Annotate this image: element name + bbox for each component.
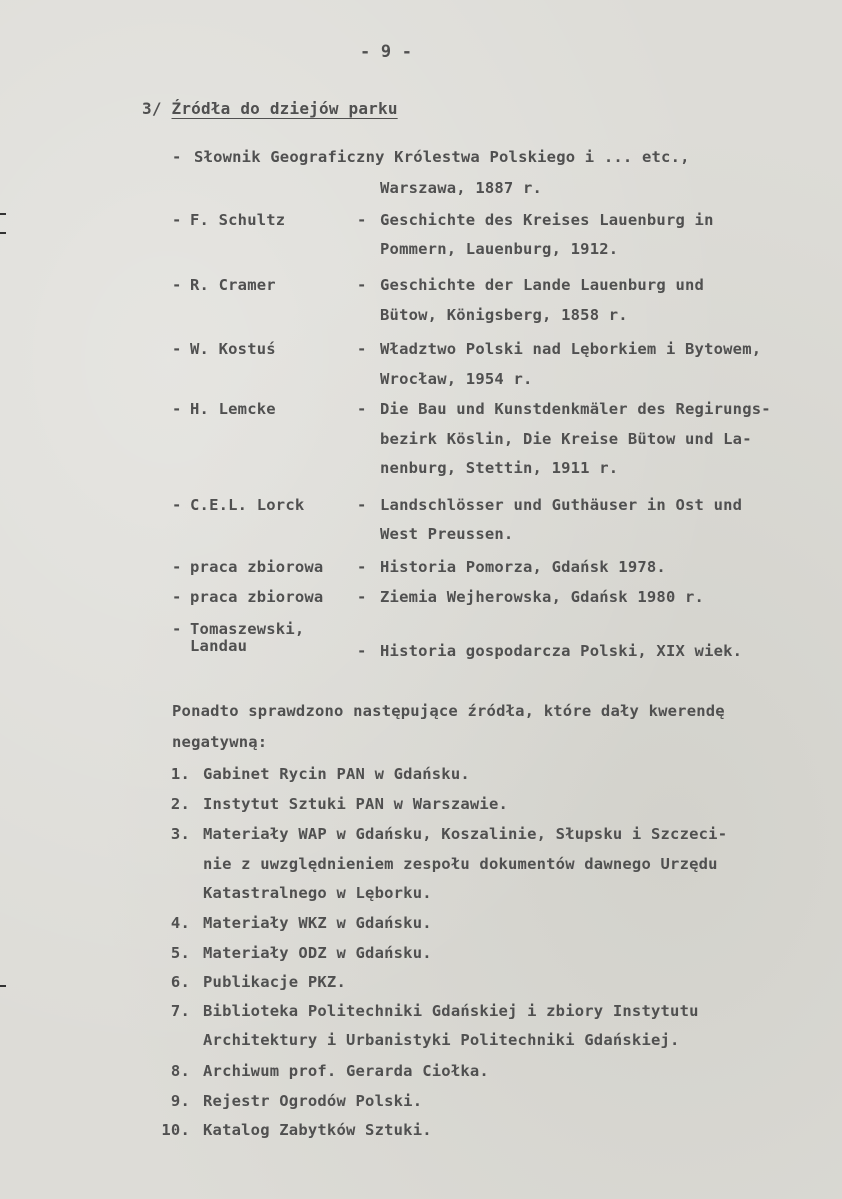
dash: - bbox=[172, 588, 182, 606]
list-item: Archiwum prof. Gerarda Ciołka. bbox=[203, 1062, 489, 1080]
dash: - bbox=[172, 620, 182, 638]
list-item: nie z uwzględnieniem zespołu dokumentów dawnego Urzędu bbox=[203, 855, 718, 873]
item-number: 2. bbox=[170, 795, 190, 813]
list-item: Materiały ODZ w Gdańsku. bbox=[203, 944, 432, 962]
source-author: R. Cramer bbox=[190, 276, 276, 294]
item-number: 10. bbox=[161, 1121, 190, 1139]
source-line: Ziemia Wejherowska, Gdańsk 1980 r. bbox=[380, 588, 705, 606]
item-number: 9. bbox=[170, 1092, 190, 1110]
source-author: praca zbiorowa bbox=[190, 588, 324, 606]
item-number: 8. bbox=[170, 1062, 190, 1080]
source-author: C.E.L. Lorck bbox=[190, 496, 305, 514]
source-line: Historia Pomorza, Gdańsk 1978. bbox=[380, 558, 666, 576]
source-author: Tomaszewski, bbox=[190, 620, 305, 638]
dash: - bbox=[357, 588, 367, 606]
source-line: Die Bau und Kunstdenkmäler des Regirungs- bbox=[380, 400, 771, 418]
list-item: Publikacje PKZ. bbox=[203, 973, 346, 991]
list-item: Gabinet Rycin PAN w Gdańsku. bbox=[203, 765, 470, 783]
dash: - bbox=[357, 211, 367, 229]
source-line: Warszawa, 1887 r. bbox=[380, 179, 543, 197]
list-item: Materiały WKZ w Gdańsku. bbox=[203, 914, 432, 932]
list-item: Katastralnego w Lęborku. bbox=[203, 884, 432, 902]
source-line: Landschlösser und Guthäuser in Ost und bbox=[380, 496, 743, 514]
source-author: F. Schultz bbox=[190, 211, 286, 229]
list-item: Materiały WAP w Gdańsku, Koszalinie, Słupsku i Szczeci- bbox=[203, 825, 728, 843]
source-line: Władztwo Polski nad Lęborkiem i Bytowem, bbox=[380, 340, 762, 358]
intro-line: Ponadto sprawdzono następujące źródła, które dały kwerendę bbox=[172, 702, 725, 720]
list-item: Katalog Zabytków Sztuki. bbox=[203, 1121, 432, 1139]
item-number: 7. bbox=[170, 1002, 190, 1020]
source-line: West Preussen. bbox=[380, 525, 514, 543]
section-heading bbox=[142, 99, 398, 118]
dash: - bbox=[172, 558, 182, 576]
dash: - bbox=[357, 400, 367, 418]
source-line: Historia gospodarcza Polski, XIX wiek. bbox=[380, 642, 743, 660]
dash: - bbox=[172, 340, 182, 358]
list-item: Rejestr Ogrodów Polski. bbox=[203, 1092, 423, 1110]
intro-line: negatywną: bbox=[172, 733, 268, 751]
source-author: Słownik Geograficzny Królestwa Polskiego i ... etc., bbox=[194, 148, 690, 166]
source-line: Geschichte der Lande Lauenburg und bbox=[380, 276, 705, 294]
margin-mark bbox=[0, 985, 6, 987]
source-author: praca zbiorowa bbox=[190, 558, 324, 576]
dash: - bbox=[357, 496, 367, 514]
list-item: Architektury i Urbanistyki Politechniki Gdańskiej. bbox=[203, 1031, 680, 1049]
dash: - bbox=[172, 148, 182, 166]
dash: - bbox=[357, 558, 367, 576]
list-item: Biblioteka Politechniki Gdańskiej i zbiory Instytutu bbox=[203, 1002, 699, 1020]
dash: - bbox=[357, 276, 367, 294]
source-line: bezirk Köslin, Die Kreise Bütow und La- bbox=[380, 430, 752, 448]
page-number: - 9 - bbox=[360, 42, 413, 62]
source-author: W. Kostuś bbox=[190, 340, 276, 358]
source-author: H. Lemcke bbox=[190, 400, 276, 418]
item-number: 5. bbox=[170, 944, 190, 962]
item-number: 1. bbox=[170, 765, 190, 783]
source-line: Pommern, Lauenburg, 1912. bbox=[380, 240, 619, 258]
item-number: 4. bbox=[170, 914, 190, 932]
source-line: Bütow, Königsberg, 1858 r. bbox=[380, 306, 628, 324]
dash: - bbox=[172, 211, 182, 229]
item-number: 6. bbox=[170, 973, 190, 991]
dash: - bbox=[172, 276, 182, 294]
section-title: Źródła do dziejów parku bbox=[171, 99, 398, 118]
margin-mark bbox=[0, 232, 6, 234]
item-number: 3. bbox=[170, 825, 190, 843]
list-item: Instytut Sztuki PAN w Warszawie. bbox=[203, 795, 509, 813]
source-author-second: Landau bbox=[190, 637, 248, 655]
section-number: 3/ bbox=[142, 99, 162, 118]
source-line: Geschichte des Kreises Lauenburg in bbox=[380, 211, 714, 229]
dash: - bbox=[357, 340, 367, 358]
dash: - bbox=[172, 400, 182, 418]
dash: - bbox=[357, 642, 367, 660]
source-line: Wrocław, 1954 r. bbox=[380, 370, 533, 388]
source-line: nenburg, Stettin, 1911 r. bbox=[380, 459, 619, 477]
dash: - bbox=[172, 496, 182, 514]
margin-mark bbox=[0, 213, 6, 215]
